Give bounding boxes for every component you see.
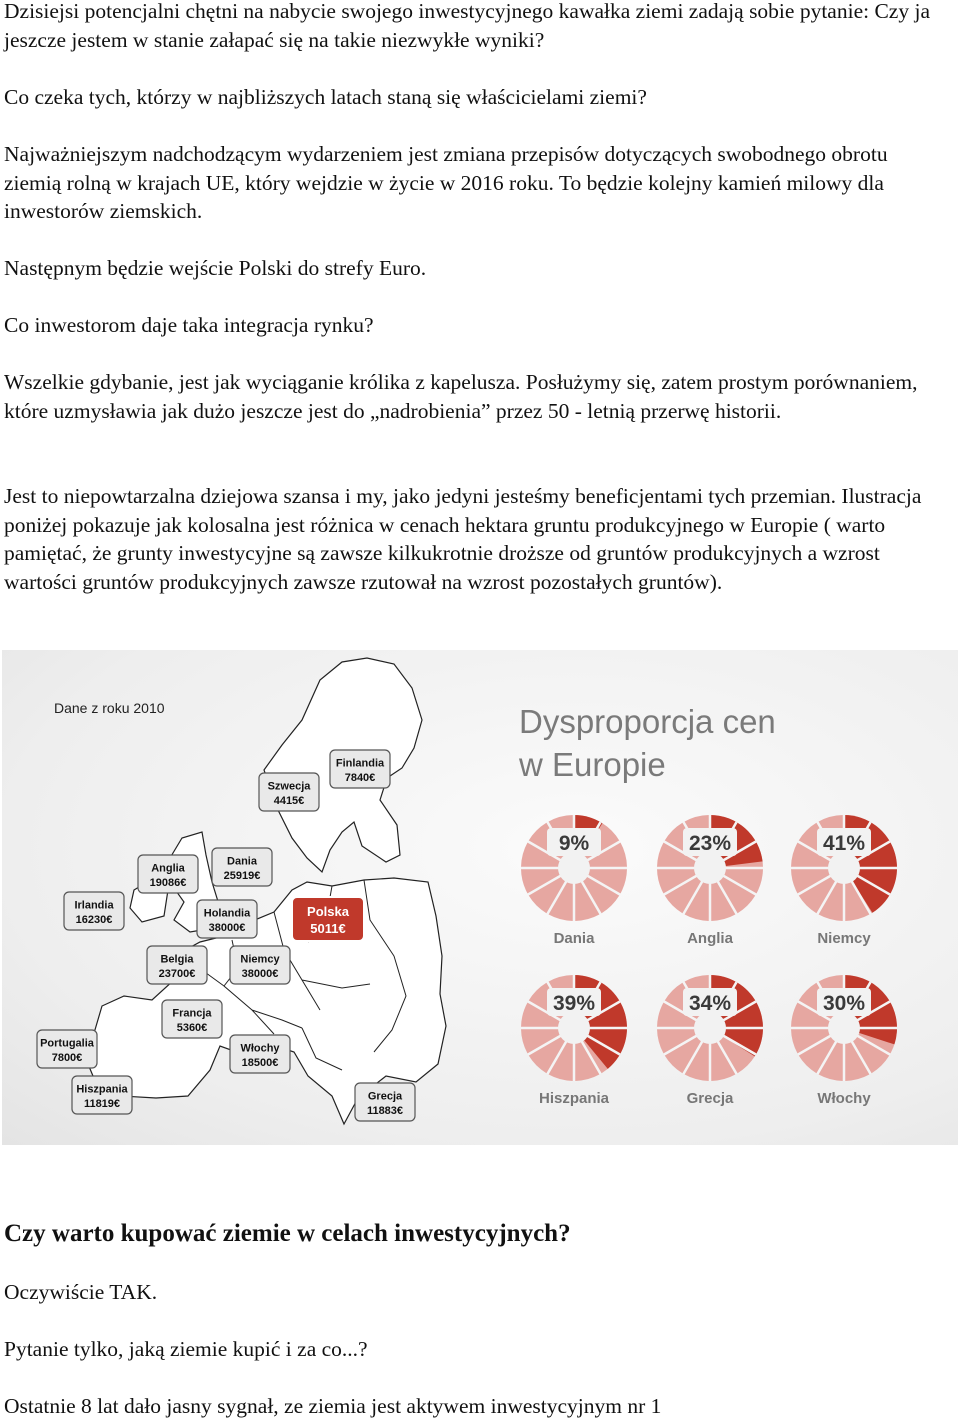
map-label-country: Hiszpania xyxy=(76,1083,128,1096)
section-heading: Czy warto kupować ziemie w celach inwestycyjnych? xyxy=(4,1220,571,1247)
map-label-2 xyxy=(212,848,272,886)
paragraph-euro: Następnym będzie wejście Polski do strefy Euro. xyxy=(4,256,427,280)
paragraph-comparison: Wszelkie gdybanie, jest jak wyciąganie królika z kapelusza. Posłużymy się, zatem prostym porównaniem, które uzmysławia jak dużo jeszcze jest do „nadrobienia” przez 50 - letnią przerwę historii. xyxy=(4,370,918,423)
pie-value-label: 34% xyxy=(688,992,732,1015)
pie-Anglia xyxy=(657,815,763,947)
map-label-price: 23700€ xyxy=(158,968,196,981)
pie-category-label: Włochy xyxy=(817,1090,871,1107)
pie-Niemcy xyxy=(791,815,897,947)
infographic-title-line1: Dysproporcja cen xyxy=(519,703,776,740)
pie-category-label: Hiszpania xyxy=(538,1090,610,1107)
map-label-3 xyxy=(138,855,198,893)
map-label-price: 16230€ xyxy=(75,914,113,927)
question-text: Pytanie tylko, jaką ziemie kupić i za co...? xyxy=(4,1337,368,1361)
pie-value-label: 39% xyxy=(552,992,596,1015)
pie-Grecja xyxy=(657,975,763,1107)
pie-hole xyxy=(694,1012,726,1044)
map-label-price: 7840€ xyxy=(344,772,376,785)
map-label-country: Francja xyxy=(172,1007,212,1020)
paragraph-regulation: Najważniejszym nadchodzącym wydarzeniem jest zmiana przepisów dotyczących swobodnego obrotu ziemią rolną w krajach UE, który wejdzie w życie w 2016 roku. To będzie kolejny kamień milowy dla inwestorów ziemskich. xyxy=(4,142,888,223)
map-label-price: 18500€ xyxy=(241,1057,279,1070)
pie-Hiszpania xyxy=(521,975,627,1107)
map-label-9 xyxy=(162,1000,222,1038)
map-label-country: Włochy xyxy=(240,1042,280,1055)
pie-category-label: Niemcy xyxy=(817,930,871,947)
map-label-country: Anglia xyxy=(151,862,185,875)
map-label-country: Finlandia xyxy=(335,757,385,770)
map-label-country: Polska xyxy=(307,903,349,919)
map-label-4 xyxy=(64,892,124,930)
map-label-price: 11819€ xyxy=(83,1098,121,1111)
pie-category-label: Grecja xyxy=(686,1090,734,1107)
data-note: Dane z roku 2010 xyxy=(54,700,165,716)
pie-hole xyxy=(558,852,590,884)
pie-value-label: 30% xyxy=(822,992,866,1015)
map-label-8 xyxy=(230,946,290,984)
map-label-price: 5011€ xyxy=(310,921,346,937)
pie-charts xyxy=(521,815,897,1107)
pie-Dania xyxy=(521,815,627,947)
map-label-1 xyxy=(259,773,319,811)
map-label-country: Belgia xyxy=(160,953,194,966)
map-label-price: 38000€ xyxy=(241,968,279,981)
paragraph-opportunity: Jest to niepowtarzalna dziejowa szansa i my, jako jedyni jesteśmy beneficjentami tych przemian. Ilustracja poniżej pokazuje jak kolosalna jest różnica w cenach hektara gruntu produkcyjnego w Europie ( warto pamiętać, że grunty inwestycyjne są zawsze kilkukrotnie droższe od gruntów produkcyjnych a wzrost wartości gruntów produkcyjnych zawsze rzutował na wzrost pozostałych gruntów). xyxy=(4,484,922,594)
map-label-country: Szwecja xyxy=(267,780,311,793)
map-label-price: 5360€ xyxy=(176,1022,208,1035)
pie-hole xyxy=(828,1012,860,1044)
pie-hole xyxy=(828,852,860,884)
map-label-11 xyxy=(230,1035,290,1073)
map-label-country: Grecja xyxy=(367,1090,403,1103)
map-label-12 xyxy=(72,1076,132,1114)
map-label-country: Niemcy xyxy=(240,953,280,966)
paragraph-integration: Co inwestorom daje taka integracja rynku? xyxy=(4,313,374,337)
infographic-title-line2: w Europie xyxy=(519,746,666,783)
map-label-price: 11883€ xyxy=(366,1105,404,1118)
map-label-country: Holandia xyxy=(203,907,251,920)
map-label-country: Portugalia xyxy=(40,1037,94,1050)
map-label-price: 19086€ xyxy=(149,877,187,890)
map-label-13 xyxy=(355,1083,415,1121)
answer-text: Oczywiście TAK. xyxy=(4,1280,158,1304)
map-label-price: 38000€ xyxy=(208,922,246,935)
pie-value-label: 41% xyxy=(822,832,866,855)
map-label-price: 7800€ xyxy=(51,1052,83,1065)
pie-hole xyxy=(558,1012,590,1044)
pie-category-label: Dania xyxy=(553,930,595,947)
map-label-0 xyxy=(330,750,390,788)
infographic-canvas xyxy=(2,650,958,1145)
pie-category-label: Anglia xyxy=(687,930,733,947)
pie-Włochy xyxy=(791,975,897,1107)
map-label-7 xyxy=(147,946,207,984)
map-label-country: Dania xyxy=(227,855,257,868)
paragraph-question: Co czeka tych, którzy w najbliższych latach staną się właścicielami ziemi? xyxy=(4,85,647,109)
map-label-country: Irlandia xyxy=(74,899,114,912)
paragraph-intro: Dzisiejsi potencjalni chętni na nabycie swojego inwestycyjnego kawałka ziemi zadają sobie pytanie: Czy ja jeszcze jestem w stanie załapać się na takie niezwykłe wyniki? xyxy=(4,0,930,52)
map-label-price: 25919€ xyxy=(223,870,261,883)
pie-value-label: 23% xyxy=(688,832,732,855)
pie-hole xyxy=(694,852,726,884)
price-infographic xyxy=(2,650,958,1145)
map-label-6 xyxy=(292,897,364,941)
map-label-10 xyxy=(37,1030,97,1068)
map-label-5 xyxy=(197,900,257,938)
closing-text: Ostatnie 8 lat dało jasny sygnał, ze ziemia jest aktywem inwestycyjnym nr 1 xyxy=(4,1394,662,1418)
map-label-price: 4415€ xyxy=(273,795,305,808)
pie-value-label: 9% xyxy=(558,832,590,855)
